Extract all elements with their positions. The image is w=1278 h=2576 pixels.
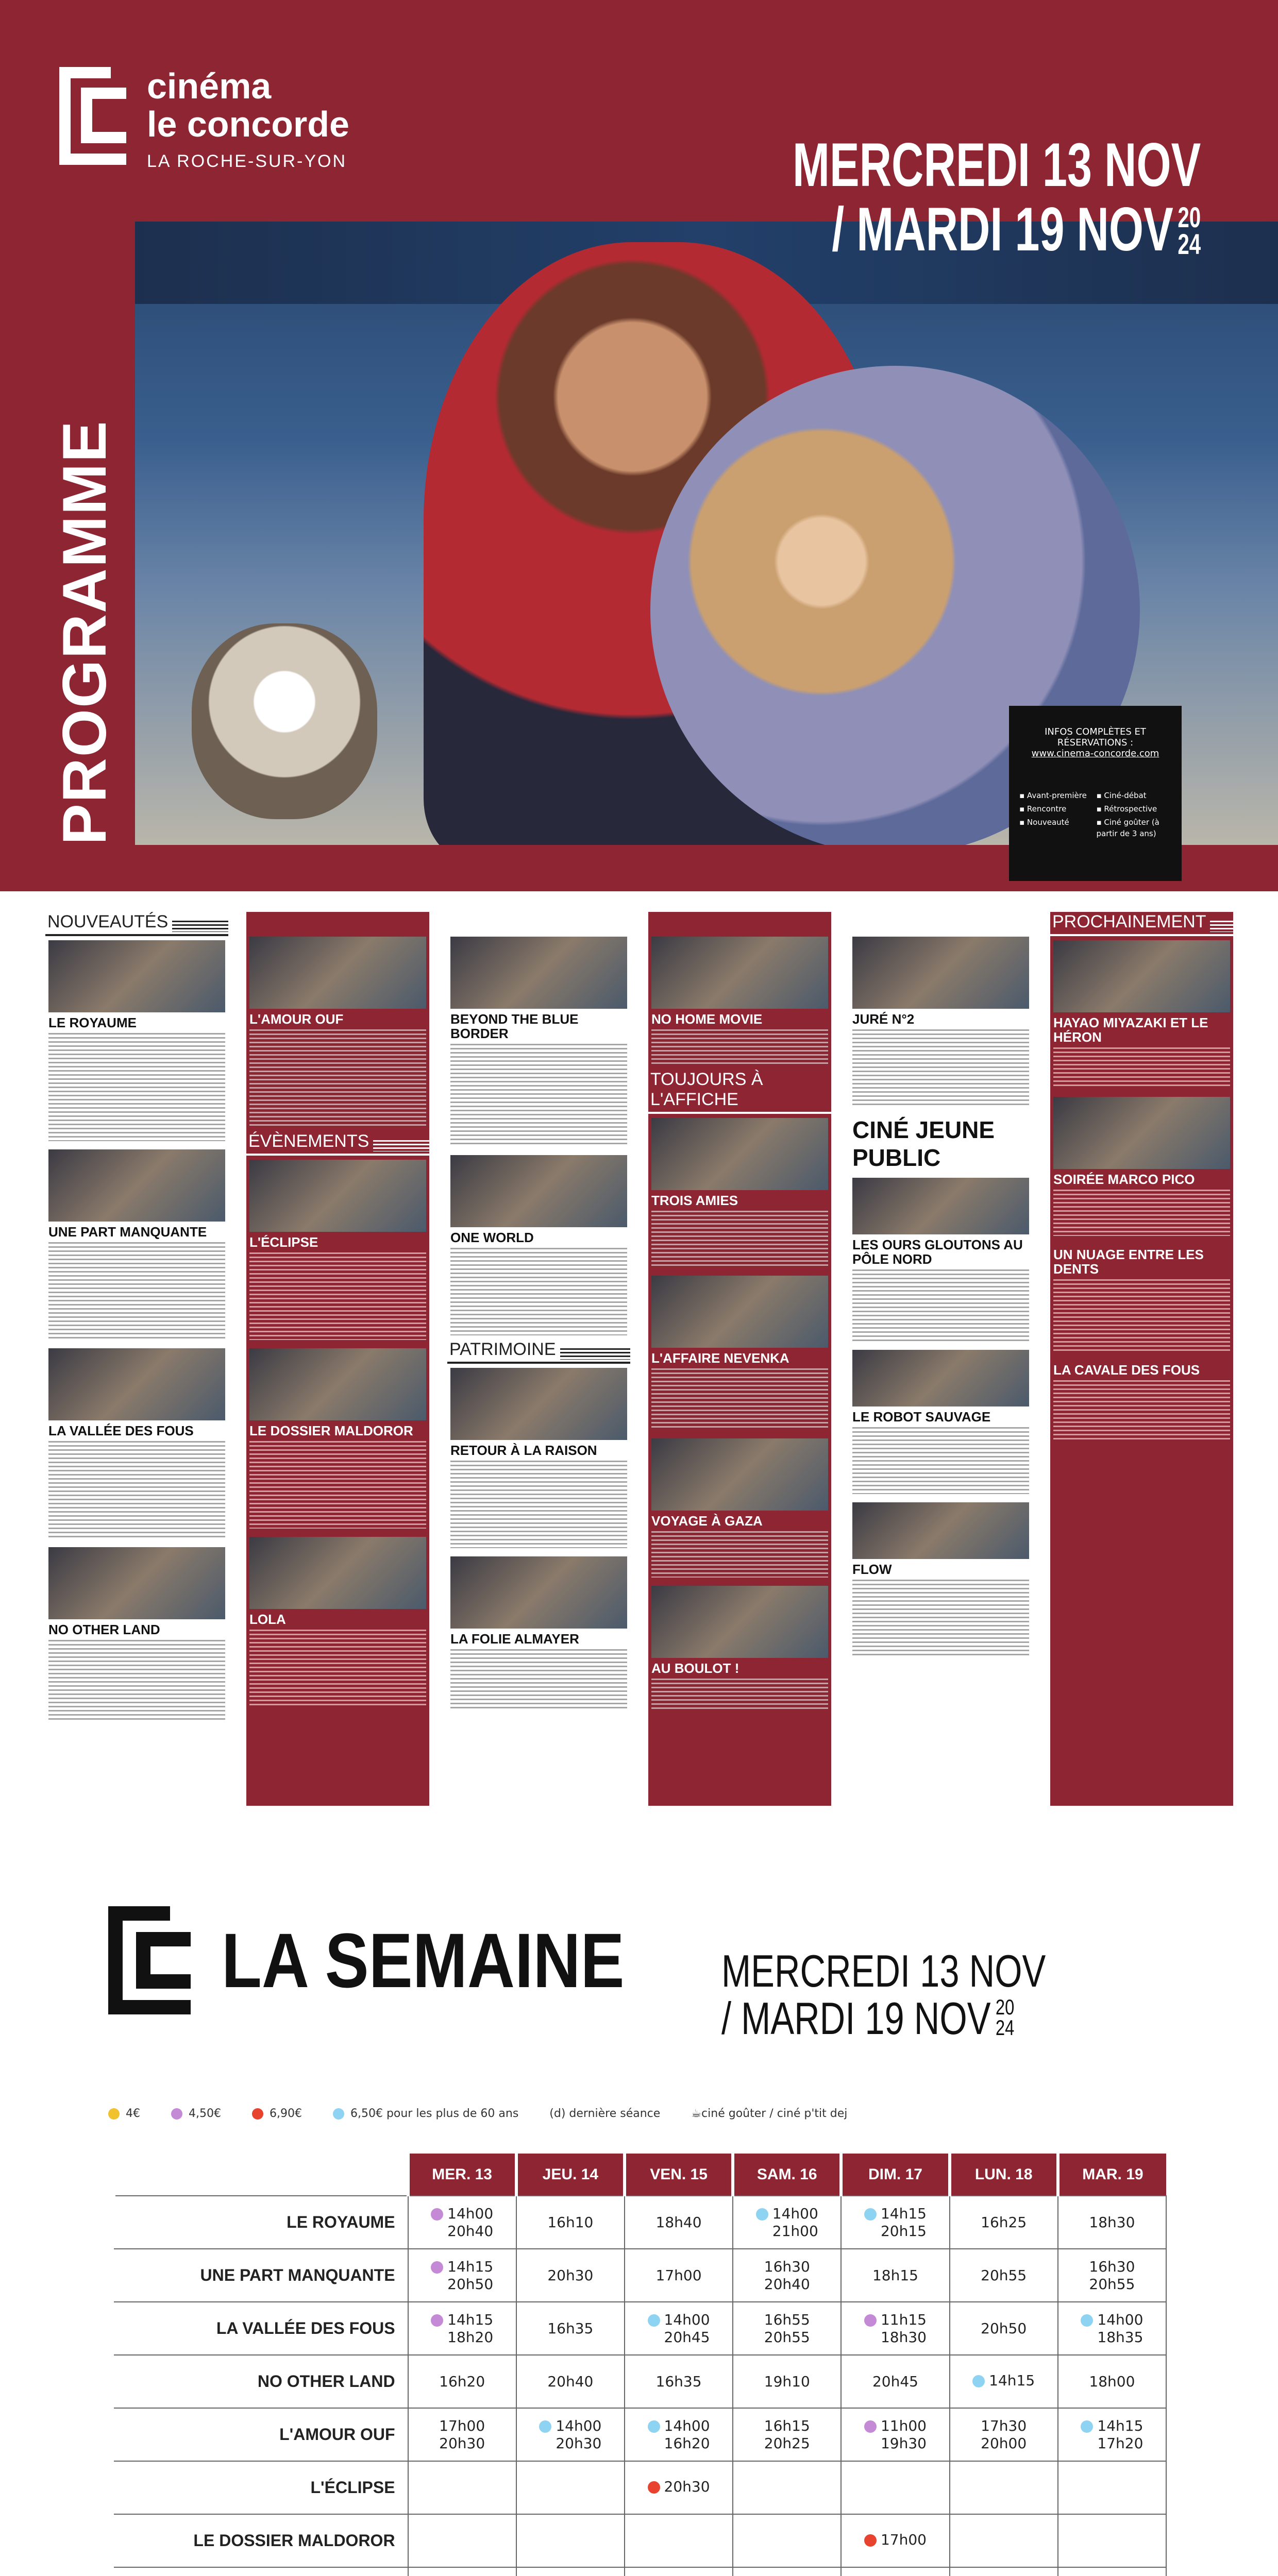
- price-dot-icon: [864, 2534, 877, 2547]
- legend-item: [333, 2107, 518, 2120]
- film-synopsis: [651, 1211, 828, 1267]
- showtime-cell[interactable]: [516, 2408, 625, 2461]
- legend-item: [549, 2107, 660, 2120]
- showtime-text: 18h40: [655, 2213, 702, 2231]
- showtime-text: 20h55: [981, 2266, 1027, 2284]
- film-card: [246, 1156, 429, 1344]
- price-dot-icon: [252, 2108, 263, 2120]
- price-dot-icon: [648, 2420, 660, 2433]
- showtime-cell[interactable]: [950, 2408, 1058, 2461]
- price-dot-icon: [648, 2481, 660, 2494]
- table-row: [114, 2196, 1166, 2249]
- showtime-text: 19h10: [764, 2372, 810, 2390]
- film-synopsis: [249, 1441, 426, 1529]
- film-name: LE DOSSIER MALDOROR: [114, 2514, 408, 2567]
- film-card: [648, 1434, 831, 1582]
- film-still: [249, 937, 426, 1009]
- film-title: RETOUR À LA RAISON: [450, 1443, 597, 1458]
- showtime-cell[interactable]: [841, 2249, 949, 2302]
- info-legend-item: ▪ Rencontre: [1019, 804, 1067, 814]
- cinema-name-line1: cinéma: [147, 66, 272, 106]
- showtime-text: 16h30 20h55: [1089, 2258, 1135, 2293]
- price-dot-icon: [864, 2420, 877, 2433]
- showtime-cell[interactable]: [516, 2302, 625, 2355]
- film-synopsis: [48, 1640, 225, 1722]
- day-header: MER. 13: [408, 2154, 516, 2196]
- showtime-text: 20h45: [872, 2372, 918, 2390]
- table-row: [114, 2408, 1166, 2461]
- table-row: [114, 2461, 1166, 2514]
- year-part-b: 24: [1178, 228, 1201, 260]
- film-name: LA VALLÉE DES FOUS: [114, 2302, 408, 2355]
- showtime-cell[interactable]: [733, 2408, 841, 2461]
- price-dot-icon: [864, 2208, 877, 2221]
- film-card: [849, 1498, 1032, 1661]
- legend-label: 4€: [126, 2107, 140, 2120]
- showtime-cell[interactable]: [950, 2249, 1058, 2302]
- semaine-header: [108, 1906, 695, 2014]
- showtime-text: 18h30: [1089, 2213, 1135, 2231]
- showtime-cell[interactable]: [408, 2302, 516, 2355]
- year-part-a: 20: [1178, 201, 1201, 233]
- film-still: [48, 1547, 225, 1619]
- showtime-cell: [950, 2514, 1058, 2567]
- info-title: INFOS COMPLÈTES ET RÉSERVATIONS :: [1045, 726, 1146, 748]
- cinema-logo: [59, 67, 349, 172]
- film-card: [648, 1582, 831, 1714]
- legend-item: [171, 2107, 221, 2120]
- film-title: TROIS AMIES: [651, 1193, 738, 1208]
- price-dot-icon: [1081, 2420, 1093, 2433]
- showtime-cell: [950, 2461, 1058, 2514]
- showtime-text: 14h00 18h35: [1097, 2311, 1144, 2346]
- film-card: [849, 912, 1032, 1111]
- film-synopsis: [450, 1248, 627, 1335]
- showtime-text: 16h35: [547, 2319, 594, 2337]
- film-card: [45, 1344, 228, 1543]
- showtime-cell: [408, 2567, 516, 2576]
- showtime-cell: [841, 2567, 949, 2576]
- day-header: SAM. 16: [733, 2154, 841, 2196]
- showtime-cell[interactable]: [841, 2355, 949, 2408]
- price-dot-icon: [539, 2420, 551, 2433]
- showtime-cell[interactable]: [950, 2355, 1058, 2408]
- cinema-city: LA ROCHE-SUR-YON: [147, 151, 347, 171]
- film-card: [246, 1344, 429, 1533]
- semaine-dates: [721, 1947, 1046, 2042]
- film-title: UN NUAGE ENTRE LES DENTS: [1053, 1247, 1204, 1277]
- column-jeune-public: [849, 912, 1032, 1806]
- film-synopsis: [651, 1029, 828, 1065]
- price-dot-icon: [431, 2261, 443, 2274]
- showtime-text: 17h00: [655, 2266, 702, 2284]
- film-synopsis: [48, 1242, 225, 1340]
- info-legend-item: ▪ Ciné-débat: [1096, 791, 1147, 800]
- legend-item: [691, 2107, 847, 2120]
- day-header: LUN. 18: [950, 2154, 1058, 2196]
- showtime-cell: [841, 2461, 949, 2514]
- showtime-cell: [733, 2514, 841, 2567]
- film-synopsis: [249, 1029, 426, 1127]
- price-dot-icon: [756, 2208, 768, 2221]
- film-synopsis: [1053, 1279, 1230, 1351]
- film-synopsis: [48, 1033, 225, 1141]
- showtime-text: 14h00 21h00: [772, 2205, 818, 2240]
- cine-gouter-icon: ☕: [691, 2107, 702, 2120]
- film-card: [447, 1364, 630, 1552]
- film-title: LE ROYAUME: [48, 1015, 137, 1030]
- film-synopsis: [651, 1679, 828, 1709]
- showtime-cell[interactable]: [516, 2249, 625, 2302]
- showtime-text: 11h00 19h30: [880, 2417, 927, 2452]
- film-card: [849, 1346, 1032, 1498]
- film-still: [651, 1118, 828, 1190]
- showtime-cell[interactable]: [408, 2196, 516, 2249]
- film-synopsis: [651, 1531, 828, 1578]
- film-still: [249, 1537, 426, 1609]
- film-card: [849, 1174, 1032, 1346]
- film-card: [447, 1552, 630, 1715]
- film-still: [1053, 1097, 1230, 1169]
- showtime-text: 17h00: [880, 2531, 927, 2548]
- showtime-text: 14h00 20h40: [447, 2205, 494, 2240]
- showtime-text: 14h00 16h20: [664, 2417, 710, 2452]
- showtime-cell: [733, 2567, 841, 2576]
- programme-dates: [792, 130, 1201, 264]
- showtime-cell[interactable]: [841, 2196, 949, 2249]
- film-still: [450, 1368, 627, 1440]
- programme-label: PROGRAMME: [50, 420, 119, 845]
- film-title: UNE PART MANQUANTE: [48, 1224, 207, 1240]
- film-title: AU BOULOT !: [651, 1660, 739, 1676]
- showtime-text: 20h50: [981, 2319, 1027, 2337]
- film-still: [852, 1502, 1029, 1559]
- film-synopsis: [249, 1252, 426, 1340]
- film-title: VOYAGE À GAZA: [651, 1513, 763, 1529]
- logo-mark-icon: [108, 1906, 191, 2014]
- showtime-cell[interactable]: [733, 2302, 841, 2355]
- info-legend-item: ▪ Avant-première: [1019, 791, 1087, 800]
- film-card: [1050, 1355, 1233, 1446]
- film-still: [249, 1348, 426, 1420]
- film-card: [1050, 1240, 1233, 1355]
- column-evenements: [246, 912, 429, 1806]
- film-card: [45, 1543, 228, 1726]
- film-title: LES OURS GLOUTONS AU PÔLE NORD: [852, 1237, 1023, 1267]
- showtime-text: 18h15: [872, 2266, 918, 2284]
- film-still: [450, 937, 627, 1009]
- film-synopsis: [852, 1269, 1029, 1342]
- film-name: NO OTHER LAND: [114, 2355, 408, 2408]
- showtime-text: 14h15: [989, 2372, 1035, 2389]
- showtime-text: 16h10: [547, 2213, 594, 2231]
- day-header: VEN. 15: [625, 2154, 733, 2196]
- film-title: HAYAO MIYAZAKI ET LE HÉRON: [1053, 1015, 1208, 1045]
- showtime-cell[interactable]: [625, 2196, 733, 2249]
- showtime-cell[interactable]: [1058, 2408, 1166, 2461]
- film-synopsis: [48, 1441, 225, 1539]
- legend-label: 4,50€: [189, 2107, 221, 2120]
- price-dot-icon: [431, 2208, 443, 2221]
- film-title: LE ROBOT SAUVAGE: [852, 1409, 991, 1425]
- film-card: [648, 1114, 831, 1272]
- showtime-cell: [625, 2567, 733, 2576]
- film-synopsis: [852, 1580, 1029, 1657]
- showtime-text: 20h40: [547, 2372, 594, 2390]
- showtime-text: 16h25: [981, 2213, 1027, 2231]
- info-box: [1009, 706, 1182, 881]
- showtime-cell: [408, 2514, 516, 2567]
- table-row: [114, 2355, 1166, 2408]
- film-title: L'AMOUR OUF: [249, 1011, 344, 1027]
- film-title: LA CAVALE DES FOUS: [1053, 1362, 1200, 1378]
- showtime-text: 16h55 20h55: [764, 2311, 810, 2346]
- showtime-cell: [516, 2461, 625, 2514]
- showtime-text: 11h15 18h30: [880, 2311, 927, 2346]
- showtime-cell[interactable]: [950, 2302, 1058, 2355]
- showtime-cell: [1058, 2461, 1166, 2514]
- price-dot-icon: [108, 2108, 120, 2120]
- film-name: L'AMOUR OUF: [114, 2408, 408, 2461]
- showtime-cell[interactable]: [733, 2249, 841, 2302]
- film-card: [246, 1533, 429, 1711]
- day-header: JEU. 14: [516, 2154, 625, 2196]
- price-dot-icon: [171, 2108, 182, 2120]
- legend-item: [252, 2107, 302, 2120]
- film-synopsis: [651, 1368, 828, 1430]
- price-dot-icon: [1081, 2314, 1093, 2327]
- info-legend-item: ▪ Rétrospective: [1096, 804, 1157, 814]
- price-dot-icon: [972, 2375, 985, 2387]
- film-title: LA VALLÉE DES FOUS: [48, 1423, 194, 1438]
- section-prochainement: PROCHAINEMENT: [1050, 912, 1233, 936]
- film-name: L'ÉCLIPSE: [114, 2461, 408, 2514]
- showtime-text: 16h35: [655, 2372, 702, 2390]
- showtime-cell[interactable]: [1058, 2196, 1166, 2249]
- column-prochainement: [1050, 912, 1233, 1806]
- film-synopsis: [852, 1029, 1029, 1107]
- section-jeune-public: CINÉ JEUNE PUBLIC: [852, 1116, 995, 1171]
- info-legend-item: ▪ Nouveauté: [1019, 818, 1069, 827]
- day-header: DIM. 17: [841, 2154, 949, 2196]
- column-patrimoine: [447, 912, 630, 1806]
- showtime-text: 17h30 20h00: [981, 2417, 1027, 2452]
- film-columns: [45, 912, 1233, 1806]
- showtime-cell: [408, 2461, 516, 2514]
- film-synopsis: [1053, 1047, 1230, 1089]
- table-row: [114, 2249, 1166, 2302]
- film-card: [447, 912, 630, 1151]
- film-still: [249, 1160, 426, 1232]
- semaine-date-line1: MERCREDI 13 NOV: [721, 1945, 1046, 1996]
- showtime-cell[interactable]: [625, 2408, 733, 2461]
- showtime-cell[interactable]: [516, 2196, 625, 2249]
- table-corner: [114, 2154, 408, 2196]
- semaine-year-a: 20: [995, 1995, 1015, 2019]
- film-title: L'ÉCLIPSE: [249, 1234, 318, 1250]
- showtime-text: 17h00 20h30: [439, 2417, 485, 2452]
- showtime-text: 16h20: [439, 2372, 485, 2390]
- showtime-cell[interactable]: [1058, 2355, 1166, 2408]
- showtime-text: 14h15 20h50: [447, 2258, 494, 2293]
- legend-label: ciné goûter / ciné p'tit dej: [701, 2107, 848, 2120]
- film-still: [651, 1276, 828, 1348]
- showtime-text: 14h15 18h20: [447, 2311, 494, 2346]
- info-legend: [1019, 790, 1171, 839]
- film-title: JURÉ N°2: [852, 1011, 915, 1027]
- showtime-cell[interactable]: [733, 2196, 841, 2249]
- section-toujours: TOUJOURS À L'AFFICHE: [648, 1070, 831, 1114]
- film-card: [1050, 1093, 1233, 1240]
- legend-label: 6,90€: [269, 2107, 302, 2120]
- film-still: [852, 937, 1029, 1009]
- film-title: FLOW: [852, 1562, 892, 1577]
- showtime-text: 18h00: [1089, 2372, 1135, 2390]
- date-line2: / MARDI 19 NOV: [831, 195, 1173, 264]
- film-title: LE DOSSIER MALDOROR: [249, 1423, 413, 1438]
- film-synopsis: [450, 1461, 627, 1548]
- film-synopsis: [450, 1044, 627, 1147]
- film-title: NO OTHER LAND: [48, 1622, 160, 1637]
- showtime-cell[interactable]: [733, 2355, 841, 2408]
- semaine-title: LA SEMAINE: [222, 1917, 625, 2004]
- showtime-cell[interactable]: [408, 2408, 516, 2461]
- section-evenements: ÉVÈNEMENTS: [246, 1131, 429, 1156]
- film-synopsis: [1053, 1190, 1230, 1236]
- price-dot-icon: [431, 2314, 443, 2327]
- showtime-text: 14h15 17h20: [1097, 2417, 1144, 2452]
- film-title: ONE WORLD: [450, 1230, 534, 1245]
- showtime-cell[interactable]: [950, 2567, 1058, 2576]
- film-title: NO HOME MOVIE: [651, 1011, 763, 1027]
- price-dot-icon: [864, 2314, 877, 2327]
- section-patrimoine: PATRIMOINE: [447, 1340, 630, 1364]
- film-title: SOIRÉE MARCO PICO: [1053, 1172, 1195, 1187]
- film-still: [1053, 940, 1230, 1012]
- film-card: [1050, 936, 1233, 1093]
- film-still: [651, 937, 828, 1009]
- showtime-text: 16h15 20h25: [764, 2417, 810, 2452]
- legend-item: [108, 2107, 140, 2120]
- showtime-cell[interactable]: [625, 2249, 733, 2302]
- showtime-cell[interactable]: [408, 2249, 516, 2302]
- showtime-text: 20h30: [547, 2266, 594, 2284]
- film-synopsis: [450, 1649, 627, 1711]
- showtime-cell[interactable]: [625, 2302, 733, 2355]
- showtime-cell[interactable]: [1058, 2302, 1166, 2355]
- info-url[interactable]: www.cinema-concorde.com: [1031, 748, 1159, 759]
- date-line1: MERCREDI 13 NOV: [792, 130, 1201, 199]
- film-synopsis: [1053, 1380, 1230, 1442]
- film-name: LE ROYAUME: [114, 2196, 408, 2249]
- film-title: L'AFFAIRE NEVENKA: [651, 1350, 789, 1366]
- showtime-cell[interactable]: [841, 2408, 949, 2461]
- film-card: [648, 912, 831, 1070]
- film-card: [648, 1272, 831, 1434]
- showtime-text: 14h15 20h15: [880, 2205, 927, 2240]
- showtime-cell: [1058, 2514, 1166, 2567]
- legend-label: (d) dernière séance: [549, 2107, 661, 2120]
- film-synopsis: [249, 1630, 426, 1707]
- column-nouveautes: [45, 912, 228, 1806]
- film-still: [48, 940, 225, 1012]
- film-synopsis: [852, 1427, 1029, 1494]
- showtime-cell: [733, 2461, 841, 2514]
- logo-mark-icon: [59, 67, 126, 165]
- showtime-cell[interactable]: [516, 2355, 625, 2408]
- semaine-year-b: 24: [995, 2015, 1015, 2040]
- showtime-text: 16h30 20h40: [764, 2258, 810, 2293]
- column-toujours: [648, 912, 831, 1806]
- schedule-table-1: [112, 2154, 1167, 2576]
- price-dot-icon: [648, 2314, 660, 2327]
- cinema-name-line2: le concorde: [147, 104, 349, 144]
- legend-label: 6,50€ pour les plus de 60 ans: [350, 2107, 519, 2120]
- film-still: [852, 1178, 1029, 1234]
- film-still: [852, 1350, 1029, 1406]
- film-still: [48, 1348, 225, 1420]
- showtime-cell[interactable]: [841, 2302, 949, 2355]
- showtime-cell: [1058, 2567, 1166, 2576]
- table-row: [114, 2302, 1166, 2355]
- film-card: [447, 1151, 630, 1340]
- film-still: [450, 1556, 627, 1629]
- price-dot-icon: [333, 2108, 344, 2120]
- showtime-text: 14h00 20h45: [664, 2311, 710, 2346]
- film-title: LOLA: [249, 1612, 286, 1627]
- table-row: [114, 2514, 1166, 2567]
- film-still: [651, 1438, 828, 1511]
- price-legend: [108, 2107, 878, 2120]
- film-title: LA FOLIE ALMAYER: [450, 1631, 579, 1647]
- film-still: [450, 1155, 627, 1227]
- film-card: [246, 912, 429, 1131]
- film-name: UNE PART MANQUANTE: [114, 2249, 408, 2302]
- film-title: BEYOND THE BLUE BORDER: [450, 1011, 579, 1041]
- showtime-cell: [516, 2514, 625, 2567]
- showtime-cell[interactable]: [408, 2355, 516, 2408]
- film-name: [114, 2567, 408, 2576]
- showtime-cell[interactable]: [950, 2196, 1058, 2249]
- showtime-cell[interactable]: [625, 2355, 733, 2408]
- showtime-text: 20h30: [664, 2478, 710, 2495]
- section-nouveautes: NOUVEAUTÉS: [45, 912, 228, 936]
- table-row: [114, 2567, 1166, 2576]
- showtime-cell: [625, 2514, 733, 2567]
- showtime-text: 14h00 20h30: [556, 2417, 602, 2452]
- showtime-cell[interactable]: [841, 2514, 949, 2567]
- film-still: [48, 1149, 225, 1222]
- film-card: [45, 1145, 228, 1344]
- showtime-cell[interactable]: [625, 2461, 733, 2514]
- showtime-cell: [516, 2567, 625, 2576]
- semaine-date-line2: / MARDI 19 NOV: [721, 1993, 991, 2044]
- info-legend-item: ▪ Ciné goûter (à partir de 3 ans): [1096, 818, 1159, 838]
- showtime-cell[interactable]: [1058, 2249, 1166, 2302]
- film-still: [651, 1586, 828, 1658]
- film-card: [45, 936, 228, 1145]
- day-header: MAR. 19: [1058, 2154, 1166, 2196]
